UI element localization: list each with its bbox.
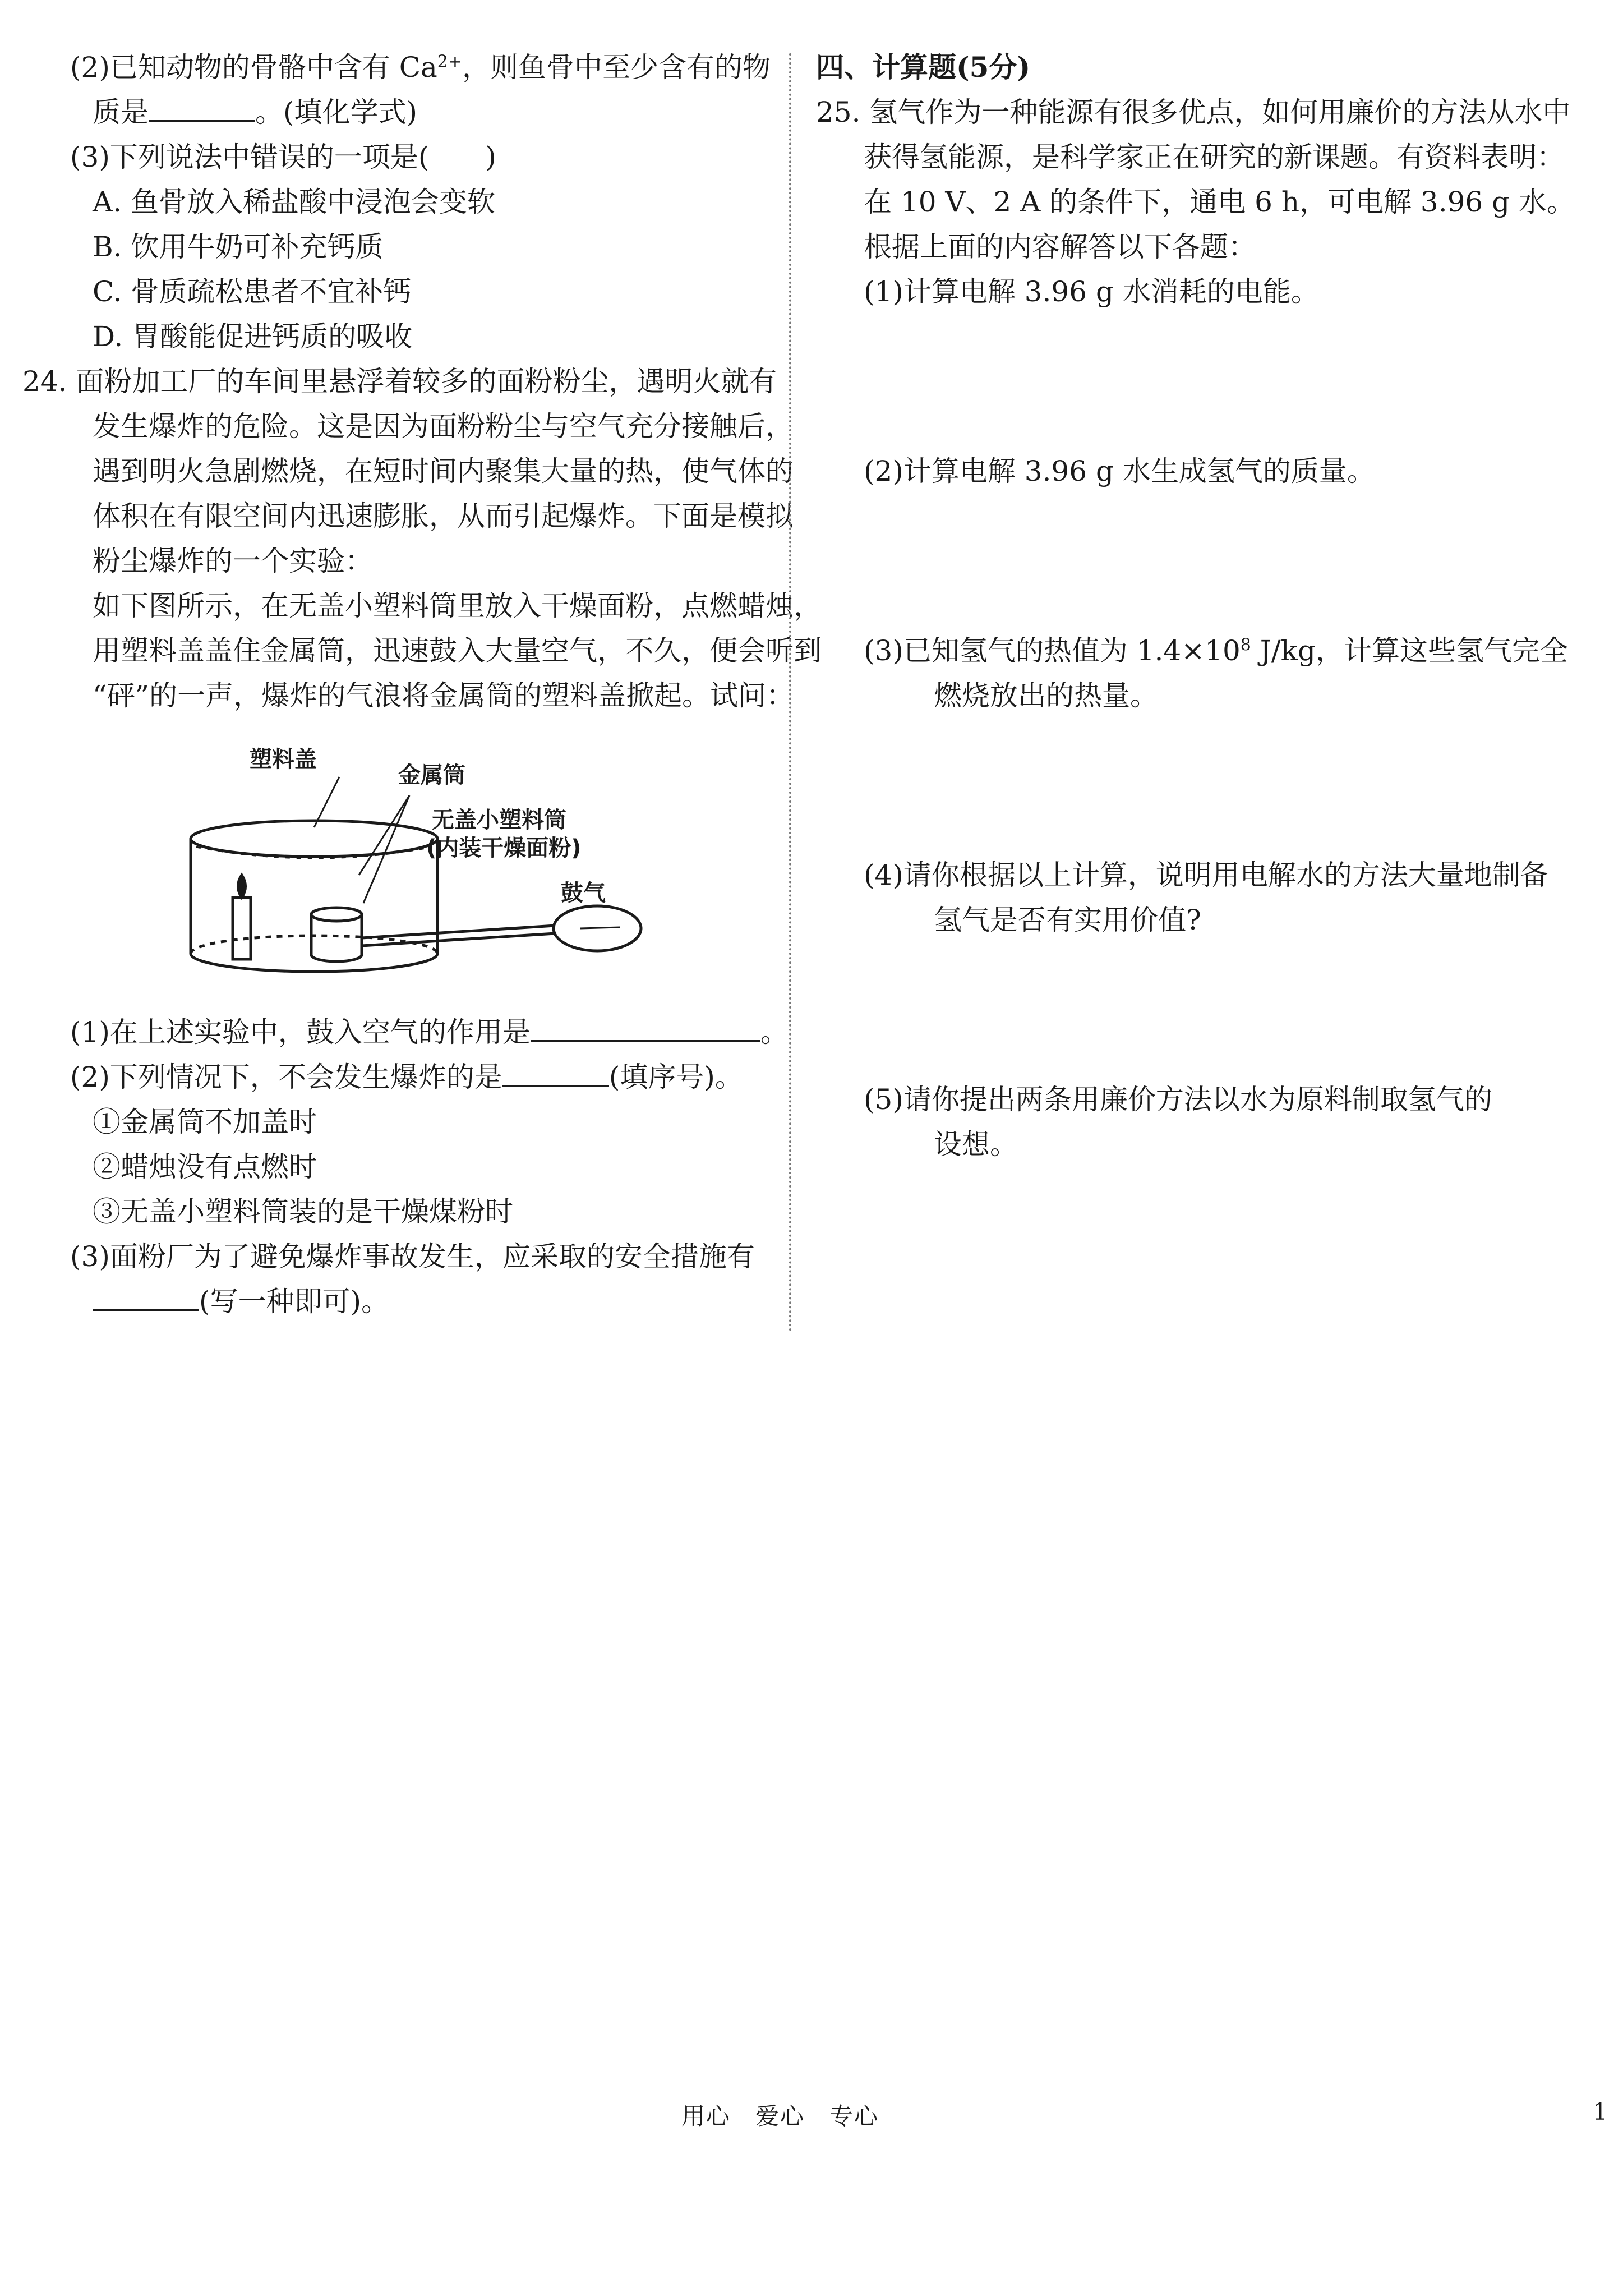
option-d: D. 胃酸能促进钙质的吸收 [93,320,413,353]
q25-sub5-line2: 设想。 [934,1128,1018,1161]
q24-line-8: “砰”的一声，爆炸的气浪将金属筒的塑料盖掀起。试问： [93,679,795,712]
q24-sub2-option2: ②蜡烛没有点燃时 [93,1151,317,1183]
q25-line-3: 在 10 V、2 A 的条件下，通电 6 h，可电解 3.96 g 水。 [864,186,1575,218]
page-number: 1 [1593,2098,1608,2125]
q25-sub5-line1: (5)请你提出两条用廉价方法以水为原料制取氢气的 [864,1083,1492,1116]
q25-sub3-line2: 燃烧放出的热量。 [934,679,1158,712]
answer-blank[interactable] [93,1285,199,1311]
left-column [22,45,822,1324]
q24-sub2-option1: ①金属筒不加盖时 [93,1106,317,1138]
q24-line-2: 发生爆炸的危险。这是因为面粉粉尘与空气充分接触后， [93,410,794,443]
q24-line-5: 粉尘爆炸的一个实验： [93,545,373,577]
right-column [816,45,1575,1167]
q25-sub3-line1: (3)已知氢气的热值为 $1.4\times 10^8$ J/kg，计算这些氢气完全 [864,634,1568,667]
answer-blank[interactable] [531,1015,760,1042]
q25-line-4: 根据上面的内容解答以下各题： [864,231,1256,263]
q24-line-4: 体积在有限空间内迅速膨胀，从而引起爆炸。下面是模拟 [93,500,794,532]
q25-line-1: 25. 氢气作为一种能源有很多优点，如何用廉价的方法从水中 [816,96,1571,128]
dust-explosion-figure [174,735,690,999]
q25-sub4-line1: (4)请你根据以上计算，说明用电解水的方法大量地制备 [864,859,1548,891]
q24-sub1: (1)在上述实验中，鼓入空气的作用是 。 [70,1016,789,1048]
q23-part2-line2: 质是 。(填化学式) [93,96,418,128]
answer-blank[interactable] [149,95,255,122]
q23-part3-stem: (3)下列说法中错误的一项是( ) [70,141,496,173]
q24-line-6: 如下图所示，在无盖小塑料筒里放入干燥面粉，点燃蜡烛， [93,590,822,622]
answer-blank[interactable] [502,1060,609,1087]
q24-line-3: 遇到明火急剧燃烧，在短时间内聚集大量的热，使气体的 [93,455,794,487]
q24-sub2: (2)下列情况下，不会发生爆炸的是 (填序号)。 [70,1061,743,1093]
answer-space[interactable] [816,314,1570,449]
label-cup-line2: (内装干燥面粉) [426,835,582,861]
option-a: A. 鱼骨放入稀盐酸中浸泡会变软 [93,186,495,218]
option-c: C. 骨质疏松患者不宜补钙 [93,275,412,308]
option-b: B. 饮用牛奶可补充钙质 [93,231,384,263]
q24-line-7: 用塑料盖盖住金属筒，迅速鼓入大量空气，不久，便会听到 [93,634,822,667]
label-metal-can: 金属筒 [398,762,465,788]
answer-space[interactable] [816,494,1570,628]
section-title: 四、计算题(5分) [816,50,1031,84]
q25-sub4-line2: 氢气是否有实用价值? [934,904,1201,936]
q23-part2-line1: (2)已知动物的骨骼中含有 $Ca^{2+}$，则鱼骨中至少含有的物 [70,51,771,84]
column-divider [789,53,791,1332]
answer-space[interactable] [816,718,1570,853]
q24-sub3-line1: (3)面粉厂为了避免爆炸事故发生，应采取的安全措施有 [70,1240,755,1273]
label-cup-line1: 无盖小塑料筒 [432,807,566,833]
q25-sub2: (2)计算电解 3.96 g 水生成氢气的质量。 [864,455,1375,487]
q25-sub1: (1)计算电解 3.96 g 水消耗的电能。 [864,275,1319,308]
q24-sub2-option3: ③无盖小塑料筒装的是干燥煤粉时 [93,1195,513,1228]
q25-line-2: 获得氢能源，是科学家正在研究的新课题。有资料表明： [864,141,1565,173]
answer-space[interactable] [816,942,1570,1077]
label-plastic-lid: 塑料盖 [250,747,317,772]
q24-sub3-line2: (写一种即可)。 [22,1279,768,1324]
label-blow-air: 鼓气 [561,880,606,906]
footer-slogan: 用心 爱心 专心 [681,2102,879,2130]
q24-line-1: 24. 面粉加工厂的车间里悬浮着较多的面粉粉尘，遇明火就有 [22,365,777,398]
